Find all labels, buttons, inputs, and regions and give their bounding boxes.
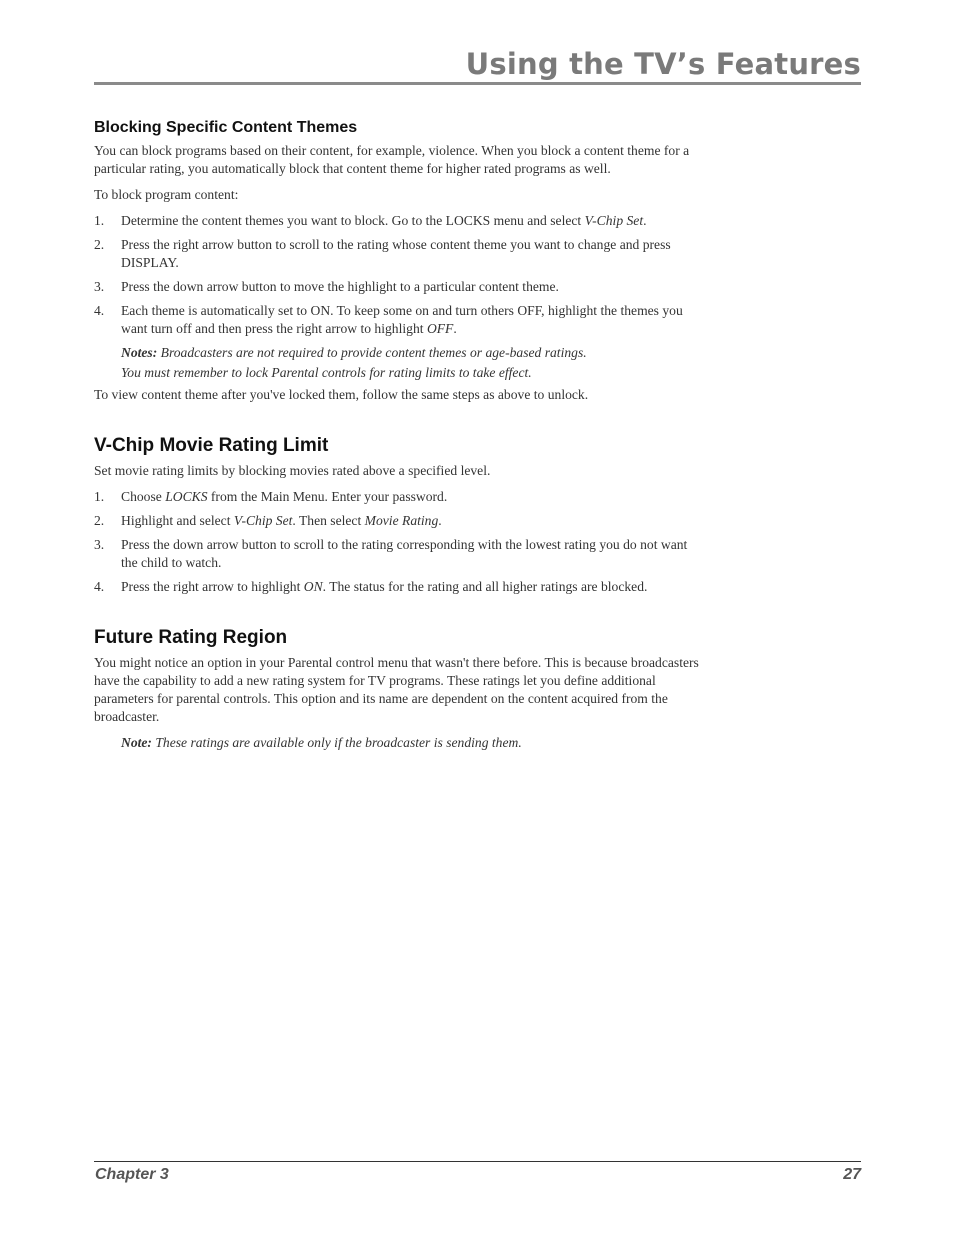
section-outro: To view content theme after you've locked them, follow the same steps as above to unlock. <box>94 387 589 402</box>
page-content <box>94 118 706 756</box>
section-intro: You can block programs based on their content, for example, violence. When you block a content theme for a particular rating, you automatically block that content theme for higher rated programs as well. <box>94 143 690 176</box>
notes-text: Broadcasters are not required to provide content themes or age-based ratings. <box>157 345 587 360</box>
section-future-rating-region <box>94 626 706 752</box>
step-text: Highlight and select <box>121 513 234 528</box>
step-text: from the Main Menu. Enter your password. <box>207 489 448 504</box>
step-number: 1. <box>94 213 105 228</box>
note-block <box>94 734 706 752</box>
steps-list <box>94 488 706 596</box>
notes-label: Notes: <box>121 345 158 360</box>
notes-text: You must remember to lock Parental controls for rating limits to take effect. <box>121 365 532 380</box>
step-text: . <box>643 213 647 228</box>
section-heading: V-Chip Movie Rating Limit <box>94 435 329 456</box>
step-text: Determine the content themes you want to block. Go to the LOCKS menu and select <box>121 213 585 228</box>
list-item <box>94 578 706 596</box>
list-item <box>94 236 706 272</box>
step-text: . Then select <box>292 513 365 528</box>
step-text: Press the right arrow button to scroll to the rating whose content theme you want to change and press DISPLAY. <box>121 237 671 270</box>
footer-chapter: Chapter 3 <box>95 1166 169 1183</box>
list-item <box>94 512 706 530</box>
section-lead: To block program content: <box>94 187 239 202</box>
section-blocking-content-themes <box>94 118 706 404</box>
step-number: 1. <box>94 489 105 504</box>
section-intro: Set movie rating limits by blocking movies rated above a specified level. <box>94 463 491 478</box>
step-text: Each theme is automatically set to ON. To keep some on and turn others OFF, highlight the themes you want turn off and then press the right arrow to highlight <box>121 303 683 336</box>
steps-list <box>94 212 706 338</box>
list-item <box>94 488 706 506</box>
step-emphasis: V-Chip Set <box>233 513 293 528</box>
list-item <box>94 536 706 572</box>
step-text: Press the right arrow to highlight <box>121 579 304 594</box>
page-title: Using the TV’s Features <box>465 47 861 81</box>
list-item <box>94 278 706 296</box>
note-text: These ratings are available only if the broadcaster is sending them. <box>151 735 522 750</box>
title-rule <box>94 82 861 85</box>
section-heading: Future Rating Region <box>94 627 288 648</box>
step-text: Press the down arrow button to scroll to the rating corresponding with the lowest rating you do not want the child to watch. <box>121 537 688 570</box>
step-text: . <box>438 513 442 528</box>
footer-rule <box>94 1161 861 1162</box>
list-item <box>94 212 706 230</box>
section-heading: Blocking Specific Content Themes <box>94 119 358 136</box>
step-emphasis: V-Chip Set <box>584 213 644 228</box>
step-number: 2. <box>94 513 105 528</box>
note-label: Note: <box>121 735 152 750</box>
notes-block <box>94 344 706 382</box>
step-emphasis: OFF <box>426 321 454 336</box>
list-item <box>94 302 706 338</box>
footer-page-number: 27 <box>843 1166 861 1183</box>
step-emphasis: ON <box>303 579 323 594</box>
step-number: 3. <box>94 537 105 552</box>
section-vchip-movie-rating <box>94 434 706 596</box>
step-number: 2. <box>94 237 105 252</box>
step-text: . <box>453 321 457 336</box>
step-number: 4. <box>94 579 105 594</box>
step-text: . The status for the rating and all higher ratings are blocked. <box>322 579 648 594</box>
step-text: Choose <box>121 489 166 504</box>
step-text: Press the down arrow button to move the highlight to a particular content theme. <box>121 279 559 294</box>
step-emphasis: LOCKS <box>165 489 208 504</box>
step-number: 3. <box>94 279 105 294</box>
step-emphasis: Movie Rating <box>364 513 439 528</box>
step-number: 4. <box>94 303 105 318</box>
section-body: You might notice an option in your Parental control menu that wasn't there before. This is because broadcasters have the capability to add a new rating system for TV programs. These ratings let you define additional parameters for parental controls. This option and its name are dependent on the content acquired from the broadcaster. <box>94 655 699 724</box>
